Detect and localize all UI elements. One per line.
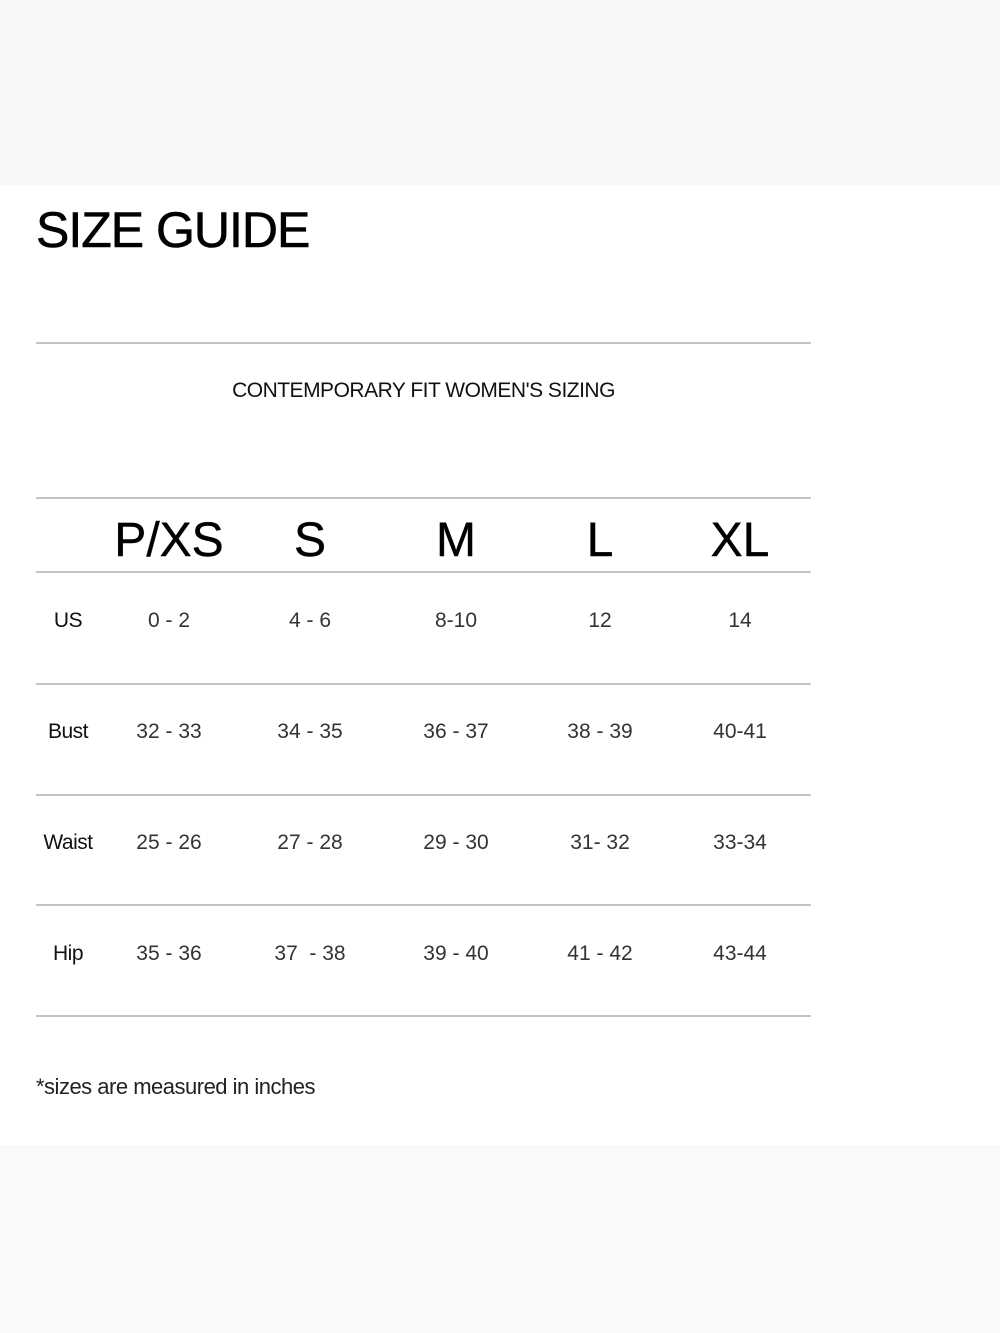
row-label-waist: Waist [43,831,93,854]
measurement-note: *sizes are measured in inches [36,1074,315,1099]
table-subtitle: CONTEMPORARY FIT WOMEN'S SIZING [232,379,615,402]
table-cell: 29 - 30 [423,831,489,854]
table-cell: 14 [728,609,752,632]
bottom-background-band [0,1145,1000,1333]
table-cell: 12 [588,609,612,632]
table-cell: 35 - 36 [136,942,202,965]
divider-top [36,342,811,344]
divider-bottom [36,1015,811,1017]
divider-header-bottom [36,571,811,573]
table-cell: 25 - 26 [136,831,202,854]
table-cell: 31- 32 [570,831,630,854]
table-cell: 41 - 42 [567,942,633,965]
divider-header-top [36,497,811,499]
table-cell: 33-34 [713,831,767,854]
size-header-l: L [586,514,614,567]
size-header-s: S [293,514,326,567]
divider-row-1 [36,683,811,685]
table-cell: 39 - 40 [423,942,489,965]
table-cell: 27 - 28 [277,831,343,854]
row-label-bust: Bust [47,720,89,743]
page-title: SIZE GUIDE [36,202,310,258]
table-cell: 38 - 39 [567,720,633,743]
divider-row-2 [36,794,811,796]
table-cell: 40-41 [713,720,767,743]
divider-row-3 [36,904,811,906]
row-label-us: US [53,609,83,632]
table-cell: 34 - 35 [277,720,343,743]
table-cell: 8-10 [434,609,478,632]
table-cell: 43-44 [713,942,767,965]
table-cell: 32 - 33 [136,720,202,743]
table-cell: 4 - 6 [288,609,332,632]
table-cell: 36 - 37 [423,720,489,743]
row-label-hip: Hip [52,942,83,965]
size-header-xl: XL [710,514,770,567]
top-background-band [0,0,1000,185]
table-cell: 0 - 2 [147,609,191,632]
size-header-pxs: P/XS [114,514,224,567]
size-header-m: M [436,514,476,567]
table-cell: 37 - 38 [274,942,346,965]
